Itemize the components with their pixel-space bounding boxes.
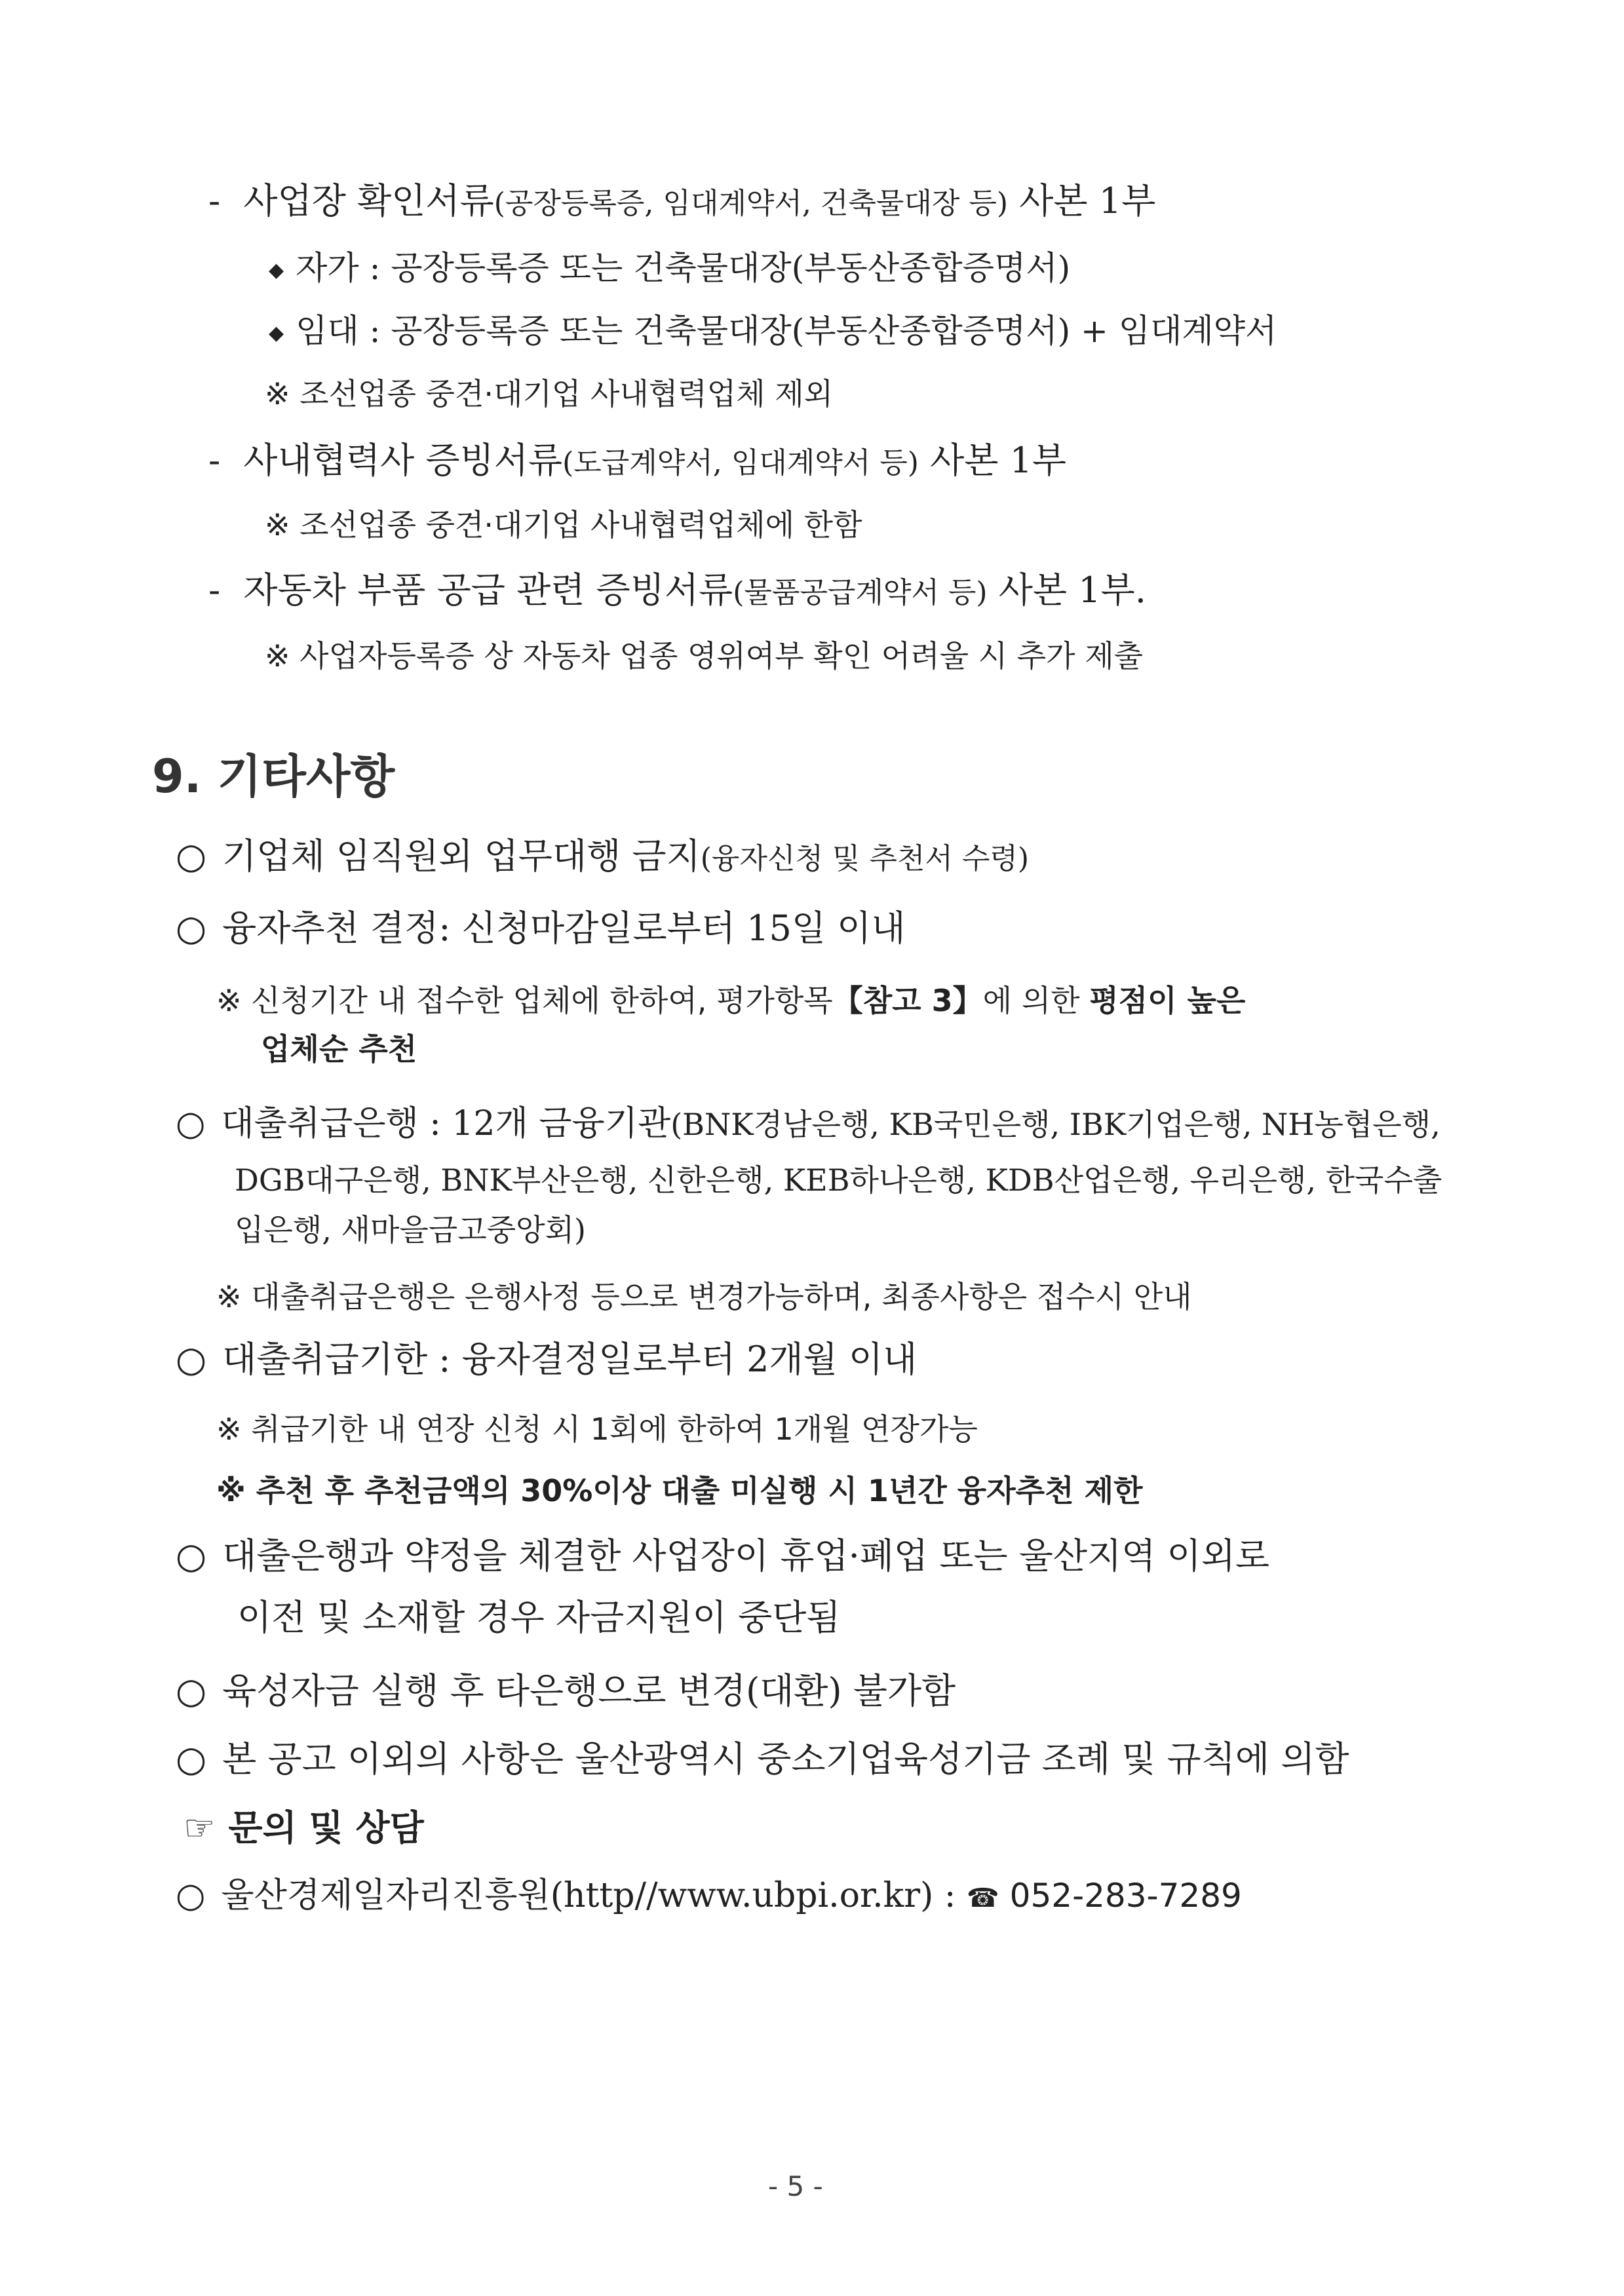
circle-bullet-icon: ○ xyxy=(176,1876,206,1915)
diamond-bullet-icon: ◆ xyxy=(269,322,284,345)
contact-phone: 052-283-7289 xyxy=(999,1877,1242,1915)
dash-marker: - xyxy=(208,569,221,611)
dash-marker: - xyxy=(208,180,221,221)
note-bank-change: ※ 대출취급은행은 은행사정 등으로 변경가능하며, 최종사항은 접수시 안내 xyxy=(216,1279,1192,1314)
doc-item-auto-parts: - 자동차 부품 공급 관련 증빙서류(물품공급계약서 등) 사본 1부. xyxy=(208,569,1146,611)
diamond-bullet-icon: ◆ xyxy=(269,259,284,282)
note-restriction: ※ 추천 후 추천금액의 30%이상 대출 미실행 시 1년간 융자추천 제한 xyxy=(216,1473,1143,1508)
doc-item-business-site: - 사업장 확인서류(공장등록증, 임대계약서, 건축물대장 등) 사본 1부 xyxy=(208,180,1156,221)
doc-note-exclusion: ※ 조선업종 중견·대기업 사내협력업체 제외 xyxy=(265,376,834,411)
circle-bullet-icon: ○ xyxy=(176,1104,206,1143)
circle-bullet-icon: ○ xyxy=(176,908,207,949)
contact-line xyxy=(176,1873,1242,1921)
circle-bullet-icon: ○ xyxy=(176,1738,207,1780)
item-suspension-line2: 이전 및 소재할 경우 자금지원이 중단됨 xyxy=(237,1597,841,1638)
doc-item-subcontractor: - 사내협력사 증빙서류(도급계약서, 임대계약서 등) 사본 1부 xyxy=(208,440,1067,481)
note-evaluation: ※ 신청기간 내 접수한 업체에 한하여, 평가항목【참고 3】에 의한 평점이 높은 xyxy=(216,983,1246,1018)
doc-note-limited: ※ 조선업종 중견·대기업 사내협력업체에 한함 xyxy=(265,507,862,543)
item-lending-banks-line2: DGB대구은행, BNK부산은행, 신한은행, KEB하나은행, KDB산업은행, 우리은행, 한국수출 xyxy=(235,1162,1442,1198)
note-extension: ※ 취급기한 내 연장 신청 시 1회에 한하여 1개월 연장가능 xyxy=(216,1411,978,1447)
contact-heading: ☞ 문의 및 상담 xyxy=(184,1807,424,1848)
item-lending-deadline: ○ 대출취급기한 : 융자결정일로부터 2개월 이내 xyxy=(176,1337,917,1383)
item-suspension: ○ 대출은행과 약정을 체결한 사업장이 휴업·폐업 또는 울산지역 이외로 xyxy=(176,1533,1269,1579)
doc-subitem-leased: ◆ 임대 : 공장등록증 또는 건축물대장(부동산종합증명서) + 임대계약서 xyxy=(269,308,1277,356)
circle-bullet-icon: ○ xyxy=(176,1535,207,1577)
doc-subitem-owned: ◆ 자가 : 공장등록증 또는 건축물대장(부동산종합증명서) xyxy=(269,245,1070,294)
item-recommendation-decision: ○ 융자추천 결정: 신청마감일로부터 15일 이내 xyxy=(176,906,905,951)
page-number: - 5 - xyxy=(768,2170,823,2202)
item-no-proxy: ○ 기업체 임직원외 업무대행 금지(융자신청 및 추천서 수령) xyxy=(176,833,1029,882)
telephone-icon: ☎ xyxy=(966,1883,999,1913)
item-regulations: ○ 본 공고 이외의 사항은 울산광역시 중소기업육성기금 조례 및 규칙에 의함 xyxy=(176,1736,1349,1782)
item-no-refinance: ○ 육성자금 실행 후 타은행으로 변경(대환) 불가함 xyxy=(176,1668,956,1714)
dash-marker: - xyxy=(208,440,221,481)
pointing-hand-icon: ☞ xyxy=(184,1807,216,1848)
item-lending-banks-line3: 입은행, 새마을금고중앙회) xyxy=(235,1212,586,1248)
note-evaluation-line2: 업체순 추천 xyxy=(261,1031,417,1067)
circle-bullet-icon: ○ xyxy=(176,835,207,877)
item-lending-banks: ○ 대출취급은행 : 12개 금융기관(BNK경남은행, KB국민은행, IBK기업은행, NH농협은행, xyxy=(176,1101,1440,1147)
contact-org: 울산경제일자리진흥원(http//www.ubpi.or.kr) : xyxy=(221,1876,967,1915)
section-title: 9. 기타사항 xyxy=(152,750,395,803)
doc-note-additional: ※ 사업자등록증 상 자동차 업종 영위여부 확인 어려울 시 추가 제출 xyxy=(265,638,1144,674)
circle-bullet-icon: ○ xyxy=(176,1670,207,1712)
circle-bullet-icon: ○ xyxy=(176,1339,207,1380)
